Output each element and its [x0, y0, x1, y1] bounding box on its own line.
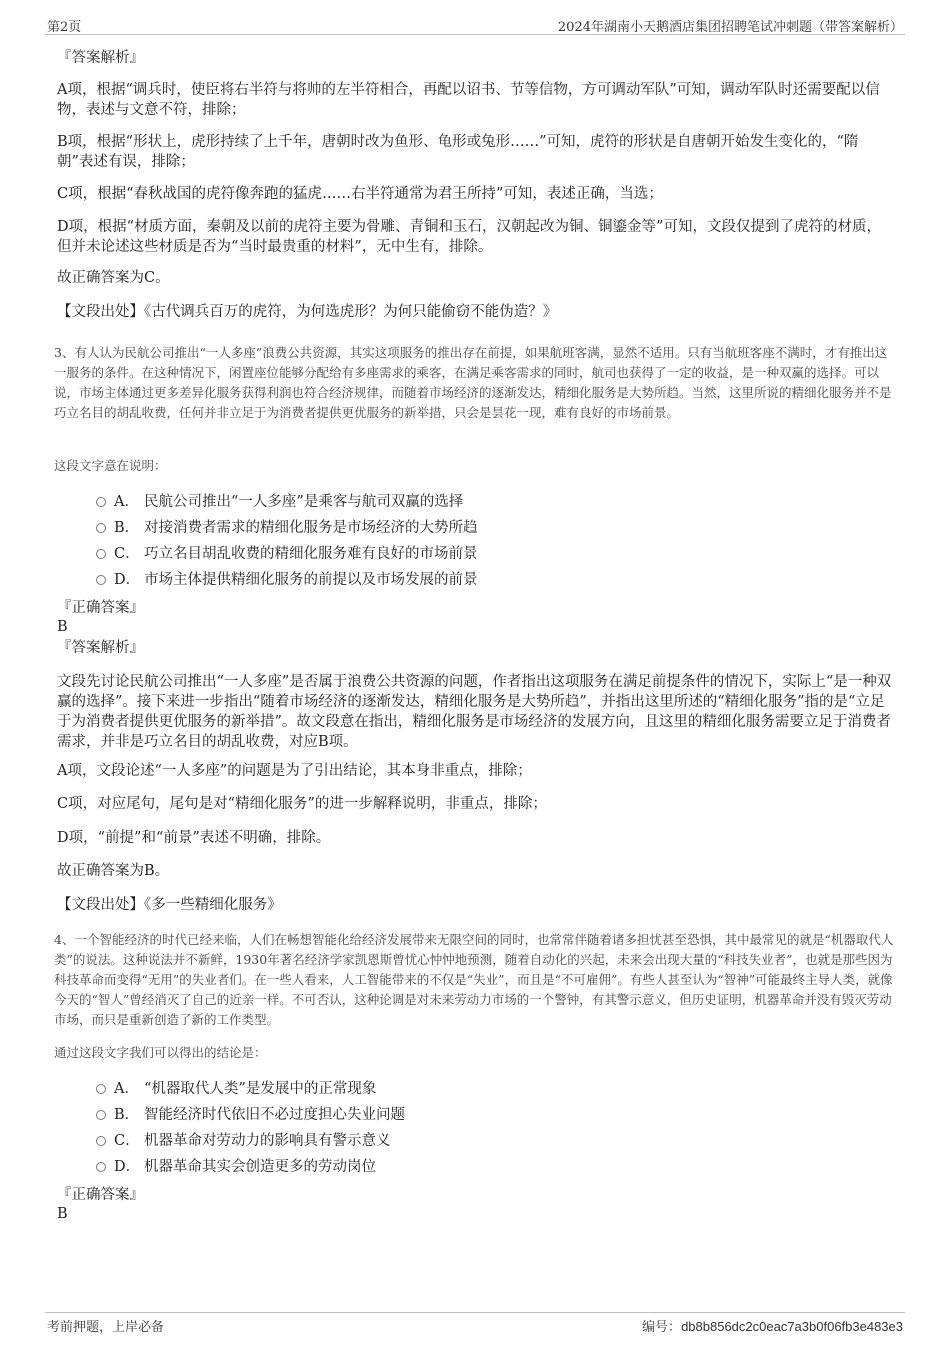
document-code [642, 1316, 903, 1335]
q4-answer: B [57, 1206, 68, 1222]
q4-question: 通过这段文字我们可以得出的结论是： [54, 1045, 267, 1060]
q3-option-a[interactable] [96, 492, 463, 512]
option-letter: A． [114, 494, 139, 510]
q3-analysis-d: D项，“前提”和“前景”表述不明确，排除。 [57, 830, 331, 846]
q3-analysis-c: C项，对应尾句，尾句是对“精细化服务”的进一步解释说明，非重点，排除； [57, 796, 547, 812]
radio-icon[interactable] [96, 549, 106, 559]
option-text: 巧立名目胡乱收费的精细化服务难有良好的市场前景 [144, 546, 478, 562]
radio-icon[interactable] [96, 575, 106, 585]
q3-analysis: 文段先讨论民航公司推出“一人多座”是否属于浪费公共资源的问题，作者指出这项服务在满足前提条件的情况下，实际上“是一种双赢的选择”。接下来进一步指出“随着市场经济的逐渐发达，精细化服务是大势所趋”，并指出这里所述的“精细化服务”指的是“立足于为消费者提供更优服务的新举措”。故文段意在指出，精细化服务是市场经济的发展方向，且这里的精细化服务需要立足于消费者需求，并非是巧立名目的胡乱收费，对应B项。 [57, 674, 892, 750]
option-letter: D． [114, 1159, 141, 1175]
q3-source: 【文段出处】《多一些精细化服务》 [57, 897, 282, 913]
option-text: 对接消费者需求的精细化服务是市场经济的大势所趋 [144, 520, 478, 536]
radio-icon[interactable] [96, 523, 106, 533]
q4-option-c[interactable] [96, 1131, 391, 1151]
q4-stem: 4、一个智能经济的时代已经来临，人们在畅想智能化给经济发展带来无限空间的同时，也常常伴随着诸多担忧甚至恐惧，其中最常见的就是“机器取代人类”的说法。这种说法并不新鲜，1930年著名经济学家凯恩斯曾忧心忡忡地预测，随着自动化的兴起，未来会出现大量的“科技失业者”，也就是那些因为科技革命而变得“无用”的失业者们。在一些人看来，人工智能带来的不仅是“失业”，而且是“不可雇佣”。有些人甚至认为“智神”可能最终主导人类，就像今天的“智人”曾经消灭了自己的近亲一样。不可否认，这种论调是对未来劳动力市场的一个警钟，有其警示意义，但历史证明，机器革命并没有毁灭劳动市场，而只是重新创造了新的工作类型。 [54, 932, 894, 1027]
page-footer [45, 1312, 905, 1335]
option-text: 机器革命对劳动力的影响具有警示意义 [144, 1133, 391, 1149]
q2-analysis-c: C项，根据“春秋战国的虎符像奔跑的猛虎……右半符通常为君王所持”可知，表述正确，当选； [57, 186, 663, 202]
option-text: 智能经济时代依旧不必过度担心失业问题 [144, 1107, 405, 1123]
option-letter: B． [114, 520, 140, 536]
q2-analysis-label: 『答案解析』 [57, 50, 144, 66]
q3-analysis-a: A项，文段论述“一人多座”的问题是为了引出结论，其本身非重点，排除； [57, 763, 532, 779]
q3-option-b[interactable] [96, 518, 478, 538]
q3-option-d[interactable] [96, 570, 478, 590]
q3-conclusion: 故正确答案为B。 [57, 863, 170, 879]
code-value: db8b856dc2c0eac7a3b0f06fb3e483e3 [681, 1319, 903, 1334]
q4-option-b[interactable] [96, 1105, 405, 1125]
q2-analysis-d: D项，根据“材质方面，秦朝及以前的虎符主要为骨雕、青铜和玉石，汉朝起改为铜、铜鎏金等”可知，文段仅提到了虎符的材质，但并未论述这些材质是否为“当时最贵重的材料”，无中生有，排除。 [57, 219, 881, 255]
option-letter: C． [114, 546, 140, 562]
q2-source: 【文段出处】《古代调兵百万的虎符，为何选虎形？为何只能偷窃不能伪造？》 [57, 304, 558, 320]
q3-option-c[interactable] [96, 544, 478, 564]
option-letter: B． [114, 1107, 140, 1123]
radio-icon[interactable] [96, 497, 106, 507]
q3-answer: B [57, 619, 68, 635]
option-letter: D． [114, 572, 141, 588]
q3-answer-label: 『正确答案』 [57, 600, 144, 616]
footer-slogan: 考前押题，上岸必备 [47, 1320, 165, 1335]
option-text: 机器革命其实会创造更多的劳动岗位 [144, 1159, 376, 1175]
code-label: 编号： [642, 1320, 682, 1335]
page-number: 第2页 [47, 20, 82, 35]
option-letter: A． [114, 1081, 139, 1097]
q3-analysis-label: 『答案解析』 [57, 640, 144, 656]
radio-icon[interactable] [96, 1084, 106, 1094]
q3-question: 这段文字意在说明： [54, 458, 167, 473]
q2-analysis-a: A项，根据“调兵时，使臣将右半符与将帅的左半符相合，再配以诏书、节等信物，方可调动军队”可知，调动军队时还需要配以信物，表述与文意不符，排除； [57, 82, 880, 118]
radio-icon[interactable] [96, 1162, 106, 1172]
page-header [45, 12, 905, 35]
radio-icon[interactable] [96, 1110, 106, 1120]
q2-analysis-b: B项，根据“形状上，虎形持续了上千年，唐朝时改为鱼形、龟形或兔形……”可知，虎符的形状是自唐朝开始发生变化的，“隋朝”表述有误，排除； [57, 134, 859, 170]
radio-icon[interactable] [96, 1136, 106, 1146]
q4-option-d[interactable] [96, 1157, 376, 1177]
option-text: 民航公司推出“一人多座”是乘客与航司双赢的选择 [144, 494, 464, 510]
q4-option-a[interactable] [96, 1079, 376, 1099]
q4-answer-label: 『正确答案』 [57, 1187, 144, 1203]
q2-conclusion: 故正确答案为C。 [57, 270, 170, 286]
option-text: “机器取代人类”是发展中的正常现象 [144, 1081, 377, 1097]
option-text: 市场主体提供精细化服务的前提以及市场发展的前景 [144, 572, 478, 588]
document-title: 2024年湖南小天鹅酒店集团招聘笔试冲刺题（带答案解析） [557, 20, 903, 35]
q3-stem: 3、有人认为民航公司推出“一人多座”浪费公共资源，其实这项服务的推出存在前提，如果航班客满，显然不适用。只有当航班客座不满时，才有推出这一服务的条件。在这种情况下，闲置座位能够分配给有多座需求的乘客，在满足乘客需求的同时，航司也获得了一定的收益，是一种双赢的选择。可以说，市场主体通过更多差异化服务获得利润也符合经济规律，而随着市场经济的逐渐发达，精细化服务是大势所趋。当然，这里所说的精细化服务并不是巧立名目的胡乱收费，任何并非立足于为消费者提供更优服务的新举措，只会是昙花一现，难有良好的市场前景。 [54, 345, 892, 420]
option-letter: C． [114, 1133, 140, 1149]
